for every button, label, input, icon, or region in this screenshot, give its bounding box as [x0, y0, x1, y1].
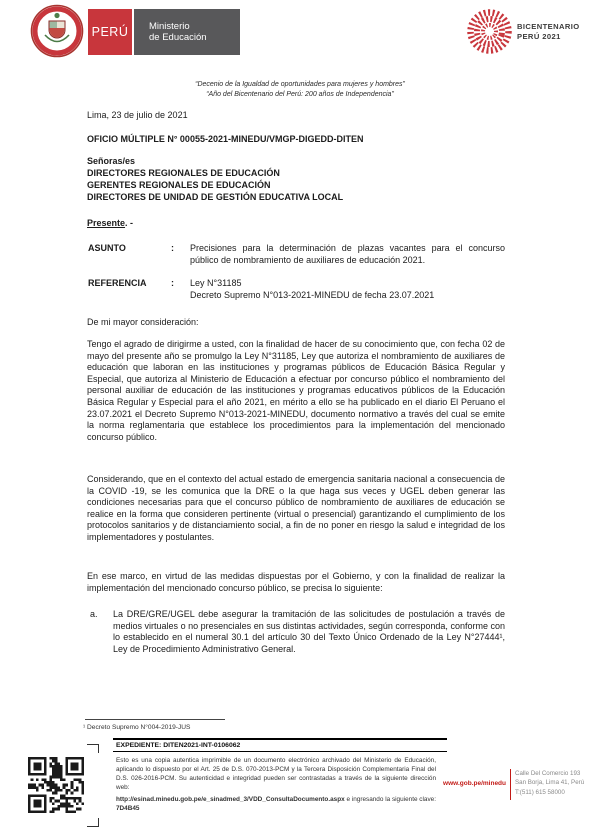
header-quotes: [0, 80, 600, 100]
footnote-divider: [85, 719, 225, 720]
letter-date: Lima, 23 de julio de 2021: [87, 110, 188, 120]
oficio-number: OFICIO MÚLTIPLE N° 00055-2021-MINEDU/VMGP-DIGEDD-DITEN: [87, 134, 364, 144]
presente-word: Presente: [87, 218, 126, 228]
footer-legal-text: Esto es una copia autentica imprimible de un documento electrónico archivado del Ministerio de Educación, aplicando lo dispuesto por el Art. 25 de D.S. 070-2013-PCM y la Tercera Disposición Complementaria Final del D.S. 026-2016-PCM. Su autenticidad e integridad pueden ser contrastadas a través de la siguiente dirección web:: [116, 757, 436, 791]
ministry-logo: [134, 9, 240, 55]
signature-bracket-top-icon: [87, 744, 99, 753]
asunto-label: ASUNTO: [88, 243, 126, 253]
footer-address: [515, 769, 599, 797]
bicentenario-logo: [517, 22, 580, 41]
body-paragraph-2: Considerando, que en el contexto del actual estado de emergencia sanitaria nacional a consecuencia de la COVID -19, se les comunica que la DRE o la que haga sus veces y UGEL deben generar las condiciones necesarias para que el concurso público de nombramiento de auxiliares de educación se realice en la forma que consideren pertinente (virtual o presencial) garantizando el cumplimiento de los protocolos sanitarios y de distanciamiento social, a fin de no poner en riesgo la salud e integridad de los implementadores y postulantes.: [87, 474, 505, 542]
footer-url-line: [116, 795, 436, 813]
peru-logo-label: PERÚ: [91, 25, 129, 39]
address-line: Calle Del Comercio 193: [515, 770, 581, 777]
referencia-text: [190, 278, 505, 301]
asunto-text: Precisiones para la determinación de plazas vacantes para el concurso público de nombramiento de auxiliares de educación 2021.: [190, 243, 505, 265]
referencia-line2: Decreto Supremo N°013-2021-MINEDU de fecha 23.07.2021: [190, 289, 435, 300]
quote-line-1: “Decenio de la Igualdad de oportunidades para mujeres y hombres”: [195, 81, 405, 88]
ministry-name-line1: Ministerio: [149, 20, 190, 32]
referencia-line1: Ley N°31185: [190, 278, 242, 288]
address-line: T:(511) 615 58000: [515, 788, 565, 796]
recipient-line: DIRECTORES DE UNIDAD DE GESTIÓN EDUCATIVA LOCAL: [87, 192, 344, 202]
recipient-line: Señoras/es: [87, 156, 136, 166]
bicentenario-line2: PERÚ 2021: [517, 31, 561, 41]
expediente-line: EXPEDIENTE: DITEN2021-INT-0106062: [113, 738, 447, 752]
signature-bracket-bottom-icon: [87, 818, 99, 827]
verification-code: 7D4B45: [116, 805, 140, 812]
recipients-block: [87, 155, 343, 203]
peru-logo: [88, 9, 132, 55]
bicentenario-line1: BICENTENARIO: [517, 22, 580, 31]
salutation: De mi mayor consideración:: [87, 317, 199, 327]
address-line: San Borja, Lima 41, Perú: [515, 779, 585, 787]
quote-line-2: “Año del Bicentenario del Perú: 200 años de Independencia”: [206, 91, 394, 98]
list-item-a-text: La DRE/GRE/UGEL debe asegurar la tramitación de las solicitudes de postulación a través de medios virtuales o no presenciales en sus distintas actividades, según corresponda, conforme con lo establecido en el numeral 30.1 del artículo 30 del Texto Único Ordenado de la Ley N°27444¹, Ley de Procedimiento Administrativo General.: [113, 609, 505, 654]
ministry-name-line2: de Educación: [149, 32, 207, 43]
footer-address-divider: [510, 769, 511, 800]
recipient-line: DIRECTORES REGIONALES DE EDUCACIÓN: [87, 168, 280, 178]
footer-website: www.gob.pe/minedu: [443, 780, 506, 787]
recipient-line: GERENTES REGIONALES DE EDUCACIÓN: [87, 180, 271, 190]
list-item-a-marker: a.: [90, 609, 98, 619]
footnote-text: ¹ Decreto Supremo N°004-2019-JUS: [83, 724, 191, 731]
presente-suffix: . -: [125, 218, 134, 228]
body-paragraph-1: Tengo el agrado de dirigirme a usted, con la finalidad de hacer de su conocimiento que, con fecha 02 de mayo del presente año se promulgo la Ley N°31185, Ley que autoriza el nombramiento de auxiliares de educación que laboran en las instituciones y programas públicos de Educación Básica Regular y Especial, que autoriza al Ministerio de Educación a efectuar por concurso público el nombramiento del personal auxiliar de educación de las instituciones y programas educativos públicos de la Educación Básica Regular y Especial para el año 2021, en mérito a ello se ha publicado en el diario El Peruano el 23.07.2021 el Decreto Supremo N°013-2021-MINEDU, documento normativo a través del cual se emite la norma reglamentaria que establece los procedimientos para la implementación del mencionado concurso público.: [87, 339, 505, 442]
presente-line: [87, 218, 133, 230]
peru-coat-of-arms-icon: [30, 4, 84, 58]
referencia-label: REFERENCIA: [88, 278, 147, 288]
referencia-colon: :: [171, 278, 174, 288]
verification-url-suffix: e ingresando la siguiente clave:: [344, 796, 436, 803]
qr-code: [28, 757, 84, 813]
body-paragraph-3: En ese marco, en virtud de las medidas dispuestas por el Gobierno, y con la finalidad de realizar la implementación del mencionado concurso público, se precisa lo siguiente:: [87, 571, 505, 593]
verification-url: http://esinad.minedu.gob.pe/e_sinadmed_3/VDD_ConsultaDocumento.aspx: [116, 796, 345, 803]
bicentenario-spiral-icon: [466, 8, 513, 55]
asunto-colon: :: [171, 243, 174, 253]
